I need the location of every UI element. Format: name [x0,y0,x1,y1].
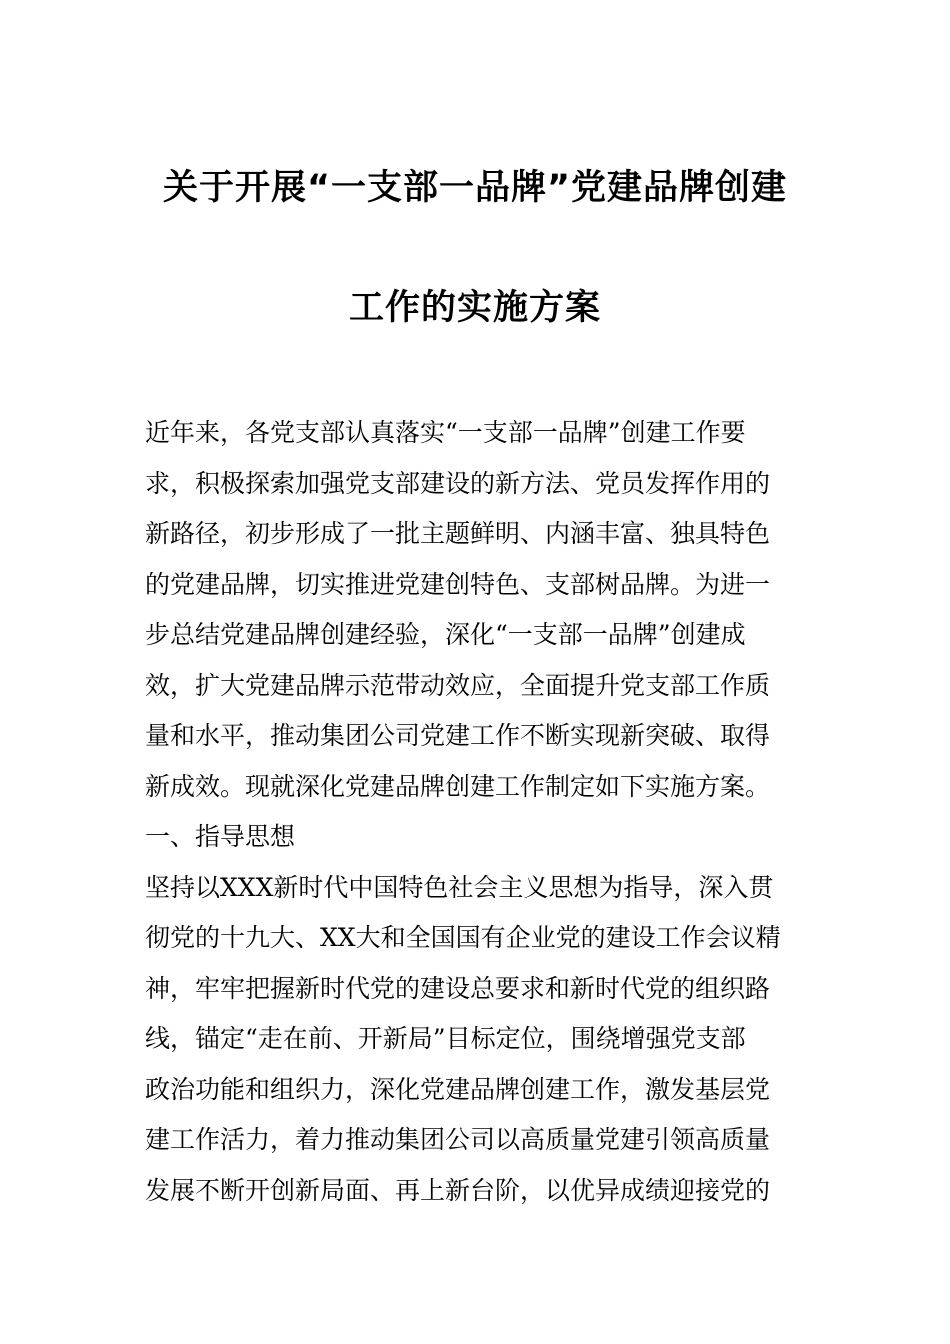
section-heading-text: 一、指导思想 [145,822,296,851]
section-heading-guiding-ideology [145,812,805,863]
text-line: 步总结党建品牌创建经验，深化“一支部一品牌”创建成 [145,620,746,649]
document-body [145,408,805,1216]
text-line: 政治功能和组织力，深化党建品牌创建工作，激发基层党 [145,1074,771,1104]
section1-paragraph [145,863,805,1217]
text-line: 发展不断开创新局面、再上新台阶，以优异成绩迎接党的 [145,1175,771,1205]
text-line: 线，锚定“走在前、开新局”目标定位，围绕增强党支部 [145,1024,746,1053]
text-line: 的党建品牌，切实推进党建创特色、支部树品牌。为进一 [145,569,771,599]
document-title-line-2: 工作的实施方案 [348,288,601,328]
text-line: 效，扩大党建品牌示范带动效应，全面提升党支部工作质 [145,670,771,700]
text-line: 新成效。现就深化党建品牌创建工作制定如下实施方案。 [145,771,771,801]
text-line: 量和水平，推动集团公司党建工作不断实现新突破、取得 [145,721,771,750]
text-line: 求，积极探索加强党支部建设的新方法、党员发挥作用的 [145,468,771,498]
text-line: 近年来，各党支部认真落实“一支部一品牌”创建工作要 [145,418,746,447]
text-line: 坚持以XXX新时代中国特色社会主义思想为指导，深入贯 [145,872,774,902]
text-line: 新路径，初步形成了一批主题鲜明、内涵丰富、独具特色 [145,519,771,548]
intro-paragraph [145,408,805,812]
text-line: 建工作活力，着力推动集团公司以高质量党建引领高质量 [145,1125,771,1154]
text-line: 神，牢牢把握新时代党的建设总要求和新时代党的组织路 [145,973,771,1003]
text-line: 彻党的十九大、XX大和全国国有企业党的建设工作会议精 [145,923,781,952]
document-title-line-1: 关于开展“一支部一品牌”党建品牌创建 [162,168,787,208]
